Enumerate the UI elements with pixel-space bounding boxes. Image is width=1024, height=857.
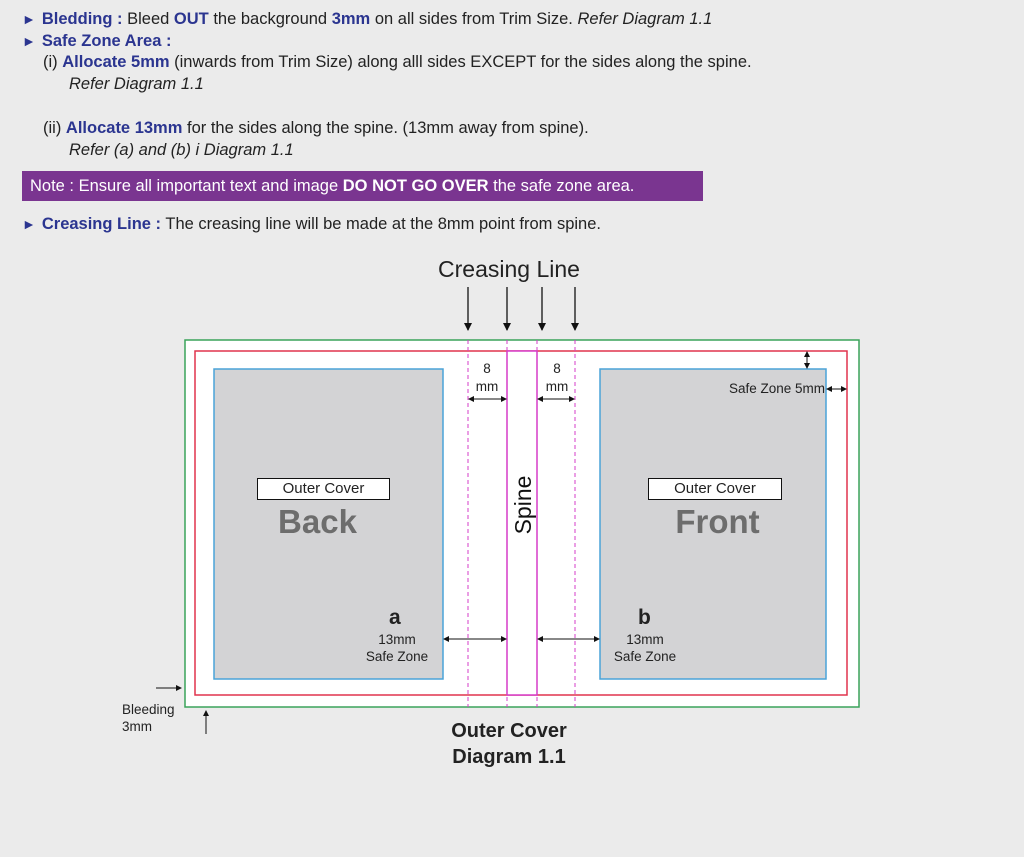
gap-right-unit: mm bbox=[545, 379, 569, 394]
front-zone-text: Safe Zone bbox=[613, 649, 677, 664]
creasing-label: Creasing Line : bbox=[41, 215, 162, 233]
gap-left-unit: mm bbox=[475, 379, 499, 394]
item-i-text: (inwards from Trim Size) along alll sides EXCEPT for the sides along the spine. bbox=[174, 53, 752, 71]
bleeding-label: Bledding : bbox=[41, 10, 123, 28]
creasing-text: The creasing line will be made at the 8mm point from spine. bbox=[165, 215, 601, 233]
note-bold: DO NOT GO OVER bbox=[342, 177, 489, 195]
back-cover-tag: Outer Cover bbox=[257, 478, 390, 500]
creasing-line-title: Creasing Line bbox=[438, 256, 580, 282]
back-label: Back bbox=[278, 503, 357, 540]
item-i-num: (i) bbox=[43, 53, 58, 71]
safe-zone-label: Safe Zone Area : bbox=[41, 32, 172, 50]
gap-right-value: 8 bbox=[553, 361, 561, 376]
back-zone-text: Safe Zone bbox=[365, 649, 429, 664]
item-ii-num: (ii) bbox=[43, 119, 62, 137]
front-cover-tag: Outer Cover bbox=[648, 478, 782, 500]
front-zone-letter: b bbox=[638, 606, 651, 629]
caption-outer-cover: Outer Cover bbox=[451, 720, 567, 742]
bleeding-label-2: 3mm bbox=[122, 719, 152, 734]
bleeding-text-3: on all sides from Trim Size. bbox=[374, 10, 573, 28]
note-text-2: the safe zone area. bbox=[493, 177, 635, 195]
back-zone-letter: a bbox=[389, 606, 401, 629]
bleeding-3mm: 3mm bbox=[331, 10, 371, 28]
note-text-1: Note : Ensure all important text and image bbox=[30, 177, 339, 195]
bullet-arrow-icon: ► bbox=[22, 216, 36, 232]
bleeding-text-1: Bleed bbox=[127, 10, 170, 28]
item-i-bold: Allocate 5mm bbox=[62, 53, 170, 71]
front-label: Front bbox=[675, 503, 760, 540]
bleeding-label-1: Bleeding bbox=[122, 702, 175, 717]
bleeding-text-2: the background bbox=[213, 10, 328, 28]
bleeding-out: OUT bbox=[173, 10, 209, 28]
safe-zone-5mm-label: Safe Zone 5mm bbox=[728, 381, 825, 396]
bullet-arrow-icon: ► bbox=[22, 11, 36, 27]
caption-diagram-number: Diagram 1.1 bbox=[452, 746, 566, 768]
bleeding-ref: Refer Diagram 1.1 bbox=[577, 10, 713, 28]
item-ii-bold: Allocate 13mm bbox=[65, 119, 183, 137]
bullet-arrow-icon: ► bbox=[22, 33, 36, 49]
back-zone-size: 13mm bbox=[378, 632, 416, 647]
gap-left-value: 8 bbox=[483, 361, 491, 376]
item-i-ref: Refer Diagram 1.1 bbox=[69, 75, 204, 93]
spine-label: Spine bbox=[510, 475, 536, 535]
front-zone-size: 13mm bbox=[626, 632, 664, 647]
item-ii-ref: Refer (a) and (b) i Diagram 1.1 bbox=[69, 141, 294, 159]
item-ii-text: for the sides along the spine. (13mm away from spine). bbox=[186, 119, 589, 137]
